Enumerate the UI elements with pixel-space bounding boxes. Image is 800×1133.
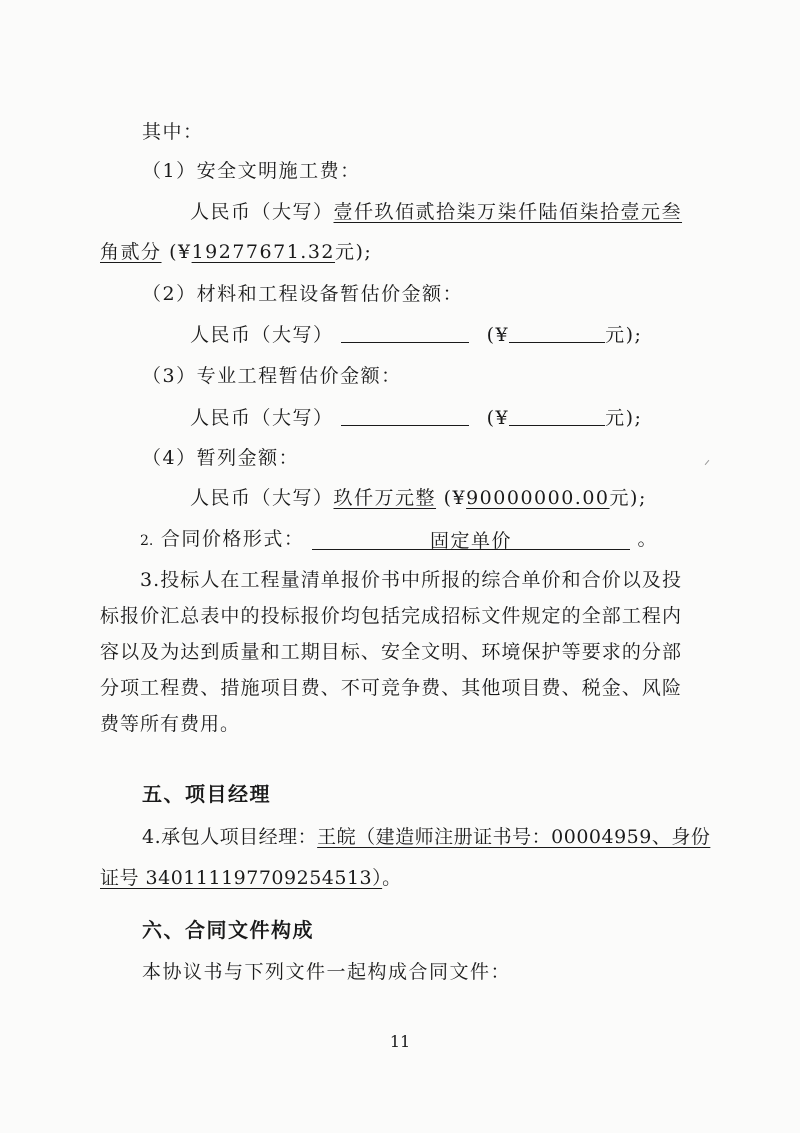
provisional-amount-open: (¥ (443, 487, 467, 509)
price-form-label: 合同价格形式： (160, 528, 305, 550)
item-materials-label: （2）材料和工程设备暂估价金额： (142, 283, 464, 305)
clause-3-paragraph: 3.投标人在工程量清单报价书中所报的综合单价和合价以及投标报价汇总表中的投标报价均包括完成招标文件规定的全部工程内容以及为达到质量和工期目标、安全文明、环境保护等要求的分部分项工程费、措施项目费、不可竞争费、其他项目费、税金、风险费等所有费用。 (100, 569, 682, 735)
project-manager-line2 (100, 866, 402, 890)
section-5-heading: 五、项目经理 (142, 782, 271, 806)
intro-text: 其中： (142, 121, 204, 143)
price-form-line (140, 527, 658, 553)
price-form-end: 。 (637, 528, 659, 550)
section-6-text: 本协议书与下列文件一起构成合同文件： (142, 961, 512, 983)
safety-amount-open: (¥ (169, 241, 192, 263)
price-form-num: 2. (140, 533, 154, 549)
section-6-heading: 六、合同文件构成 (142, 918, 314, 942)
price-form-value: 固定单价 (312, 529, 630, 550)
item-provisional-label: （4）暂列金额： (142, 447, 300, 469)
specialty-words-blank (341, 405, 469, 426)
project-manager-info-1: 王皖（建造师注册证书号：00004959、身份 (317, 826, 711, 848)
specialty-num-blank (509, 405, 605, 426)
rmb-prefix: 人民币（大写） (190, 201, 334, 223)
materials-amount-close: 元); (605, 324, 643, 346)
rmb-prefix: 人民币（大写） (190, 407, 334, 429)
page-number: 11 (389, 1032, 411, 1051)
item-materials-line (190, 322, 642, 347)
scan-speck (705, 460, 710, 465)
project-manager-info-2: 证号 340111197709254513） (100, 867, 383, 889)
safety-amount-close: 元); (335, 241, 373, 263)
item-safety-line1 (190, 200, 682, 224)
specialty-amount-close: 元); (605, 407, 643, 429)
project-manager-prefix: 4.承包人项目经理： (142, 826, 318, 848)
specialty-amount-open: (¥ (486, 407, 510, 429)
materials-words-blank (341, 322, 469, 343)
safety-amount-words-2: 角贰分 (100, 241, 162, 263)
rmb-prefix: 人民币（大写） (190, 324, 334, 346)
item-safety-label: （1）安全文明施工费： (142, 160, 361, 182)
rmb-prefix: 人民币（大写） (190, 487, 334, 509)
item-provisional-line (190, 486, 647, 510)
provisional-amount-close: 元); (609, 487, 647, 509)
provisional-amount-num: 90000000.00 (466, 487, 610, 509)
materials-amount-open: (¥ (486, 324, 510, 346)
safety-amount-words-1: 壹仟玖佰贰拾柒万柒仟陆佰柒拾壹元叁 (333, 201, 683, 223)
item-specialty-line (190, 405, 642, 430)
item-safety-line2 (100, 240, 372, 264)
project-manager-end: 。 (382, 867, 402, 889)
safety-amount-num: 19277671.32 (191, 241, 336, 263)
provisional-amount-words: 玖仟万元整 (333, 487, 437, 509)
materials-num-blank (509, 322, 605, 343)
item-specialty-label: （3）专业工程暂估价金额： (142, 365, 402, 387)
project-manager-line1 (142, 825, 710, 849)
